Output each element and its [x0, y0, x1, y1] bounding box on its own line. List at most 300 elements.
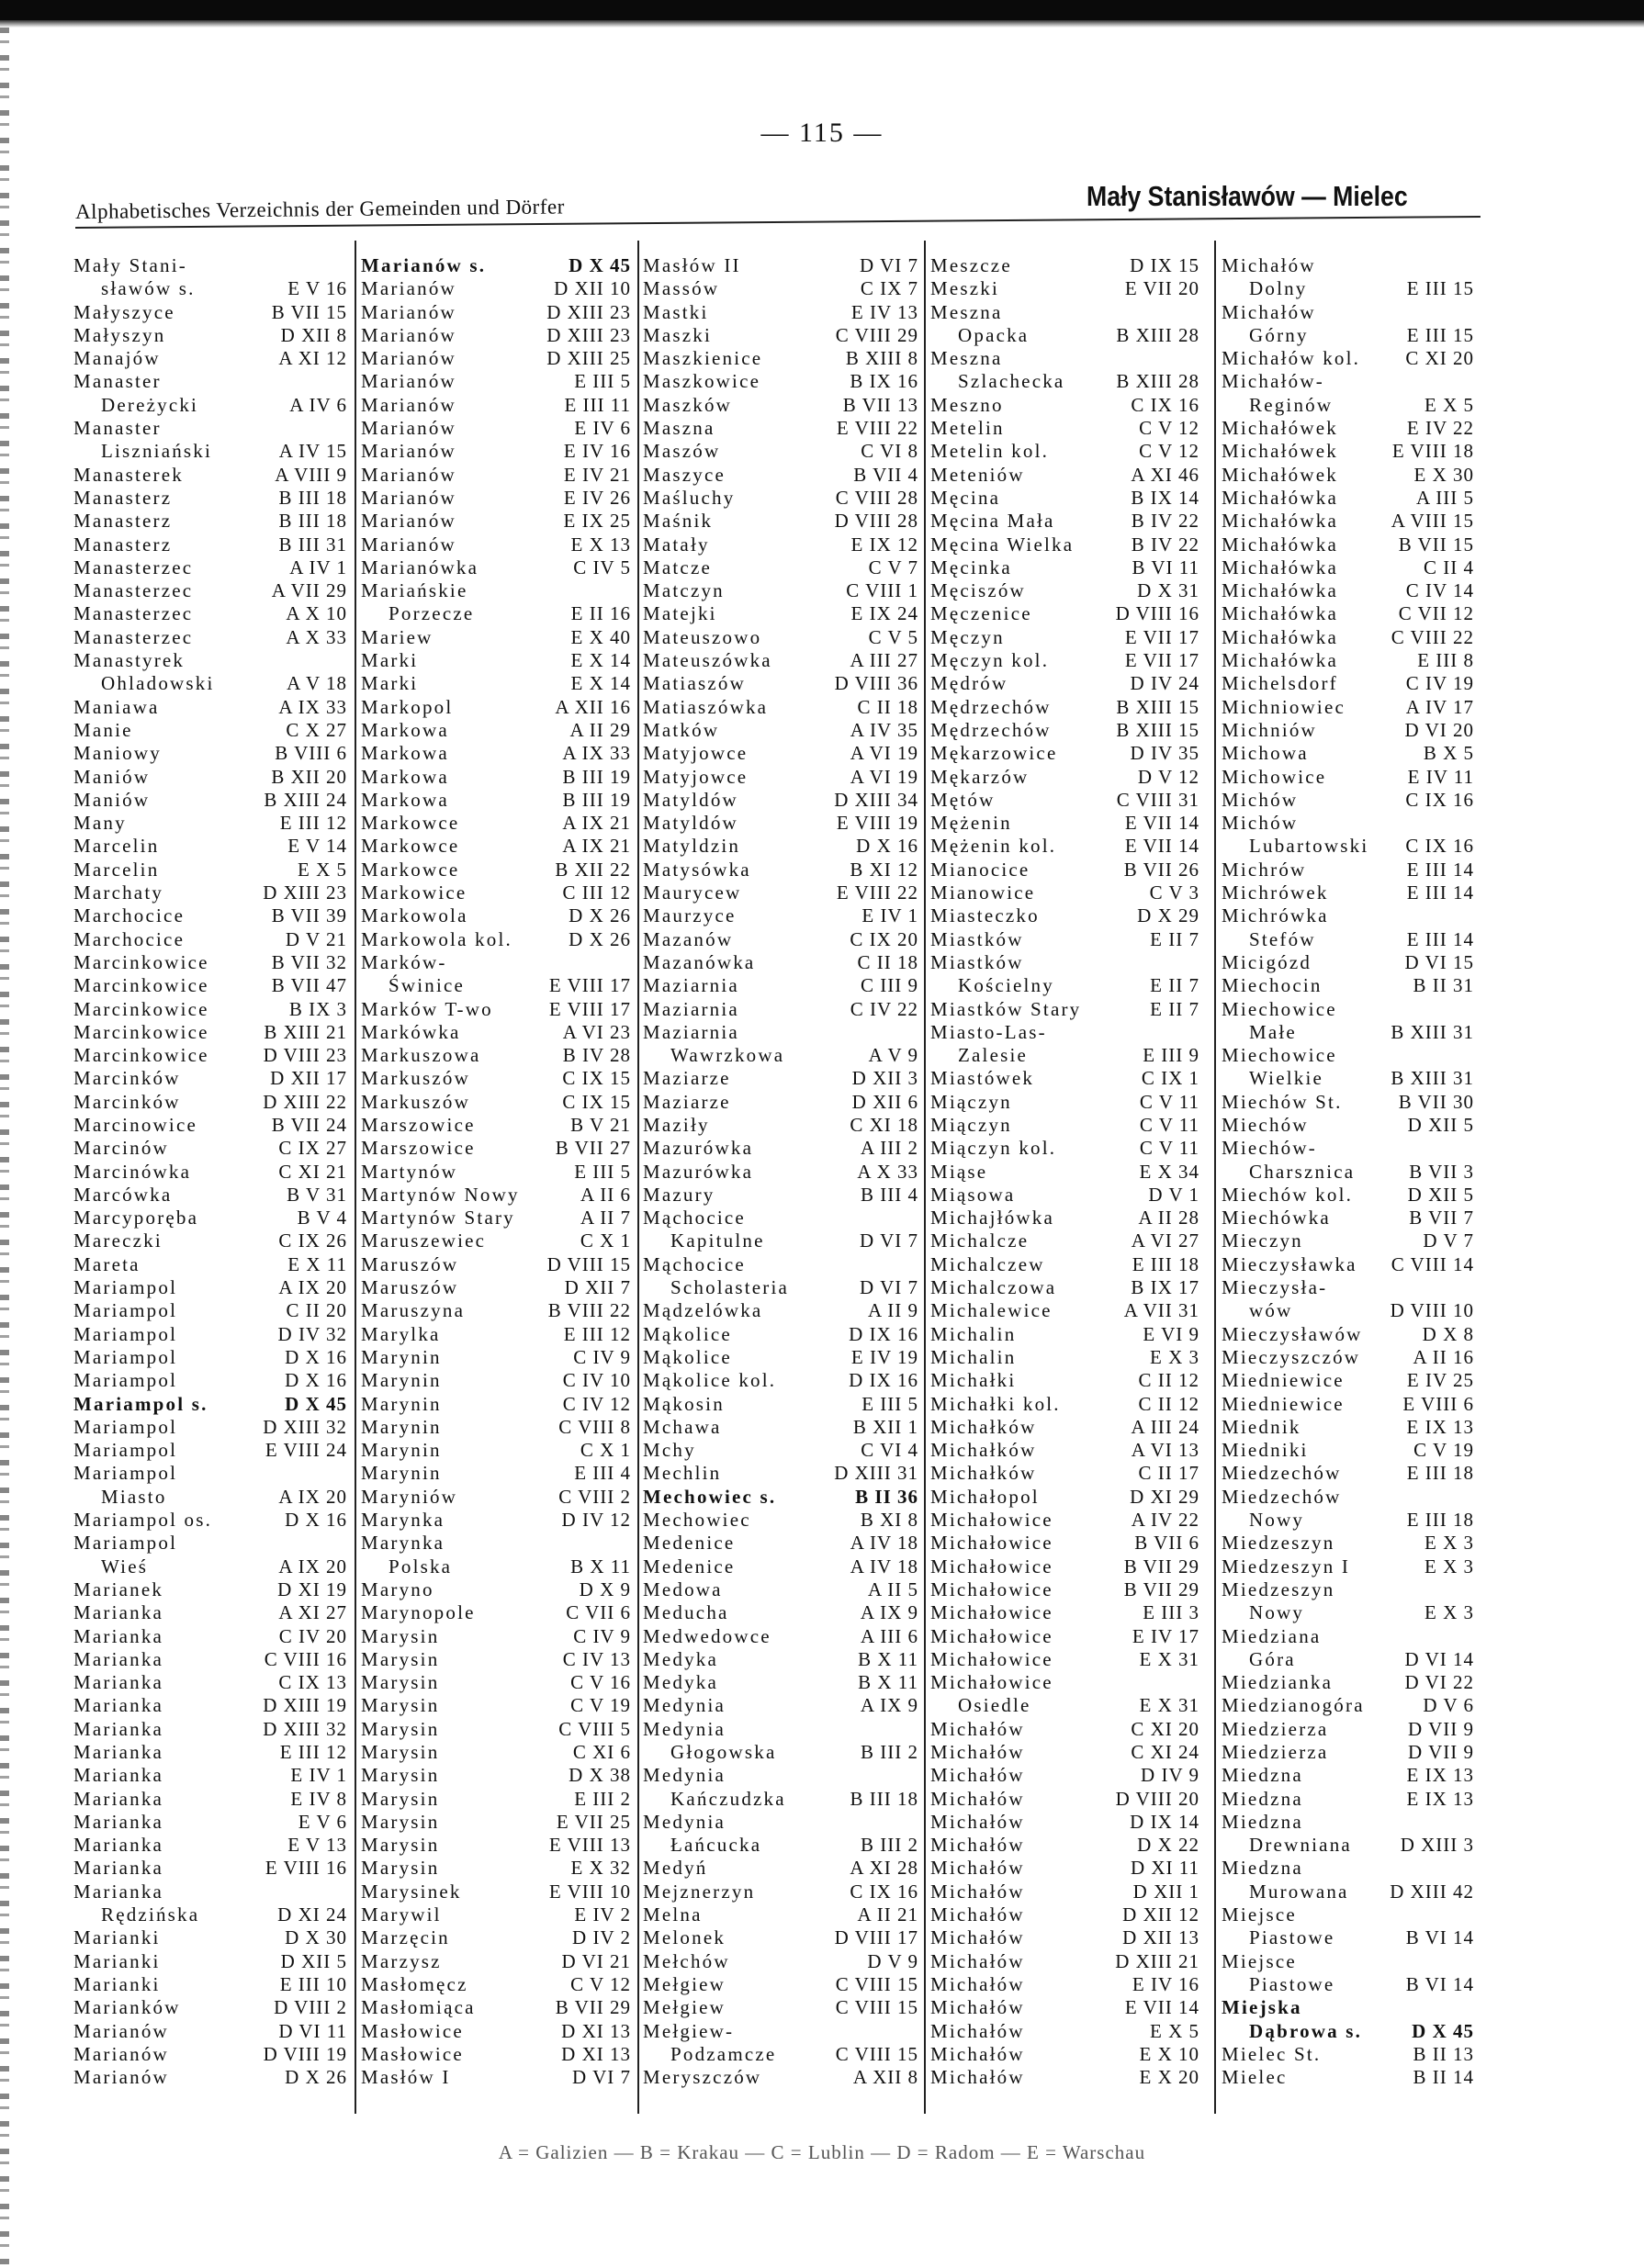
- index-entry: [1222, 533, 1474, 556]
- map-reference: E VIII 22: [836, 881, 918, 904]
- map-reference: E IV 13: [850, 300, 918, 323]
- place-name: Kańczudzka: [670, 1787, 786, 1810]
- place-name: Maniów: [73, 765, 151, 788]
- index-entry: [73, 487, 347, 510]
- index-entry: [643, 1578, 918, 1601]
- place-name: Michałówek: [1222, 463, 1338, 486]
- index-entry: [361, 1694, 631, 1717]
- index-entry: [1222, 1067, 1474, 1090]
- place-name: Michałów kol.: [1222, 347, 1361, 370]
- index-entry: [1222, 1299, 1474, 1322]
- index-entry: [643, 1671, 918, 1694]
- index-entry: [361, 1439, 631, 1462]
- place-name: Michalczew: [930, 1252, 1045, 1275]
- index-entry: [361, 417, 631, 440]
- map-reference: E III 2: [574, 1787, 631, 1810]
- map-reference: E III 14: [1406, 927, 1474, 950]
- map-reference: C XI 6: [572, 1741, 631, 1763]
- place-name: Drewniana: [1249, 1834, 1352, 1857]
- index-entry: [361, 1184, 631, 1207]
- map-reference: D VI 7: [572, 2066, 631, 2089]
- map-reference: C IX 1: [1141, 1067, 1199, 1090]
- place-name: Miejsce: [1222, 1903, 1297, 1926]
- place-name: Dereżycki: [101, 393, 199, 416]
- map-reference: D XI 13: [561, 2019, 631, 2042]
- map-reference: B III 2: [861, 1834, 918, 1857]
- index-entry: [643, 1601, 918, 1624]
- index-entry: [1222, 1161, 1474, 1184]
- map-reference: A VI 27: [1131, 1229, 1199, 1252]
- map-reference: A VIII 9: [275, 463, 347, 486]
- index-entry: [1222, 672, 1474, 695]
- page-number: — 115 —: [760, 118, 884, 148]
- place-name: Ohladowski: [101, 672, 215, 695]
- place-name: Marysin: [361, 1834, 440, 1857]
- map-reference: C V 11: [1139, 1090, 1199, 1113]
- map-reference: D VIII 28: [834, 510, 918, 533]
- place-name: Mareta: [73, 1252, 141, 1275]
- place-name: Mąkolice: [643, 1345, 732, 1368]
- index-entry: [930, 1881, 1199, 1903]
- index-entry: [73, 602, 347, 625]
- place-name: Medenice: [643, 1532, 736, 1555]
- map-reference: B VIII 6: [275, 742, 347, 765]
- map-reference: A II 5: [868, 1577, 918, 1600]
- place-name: Opacka: [958, 323, 1030, 346]
- place-name: Miedzierza: [1222, 1717, 1329, 1740]
- map-reference: E III 15: [1406, 277, 1474, 300]
- map-reference: B VII 39: [271, 904, 347, 927]
- place-name: Michałów: [930, 1972, 1025, 1995]
- map-reference: C VIII 31: [1116, 788, 1199, 811]
- place-name: Manasterzec: [73, 556, 194, 578]
- map-reference: A IX 9: [860, 1601, 918, 1624]
- index-entry: [361, 1067, 631, 1090]
- place-name: Michałków: [930, 1439, 1037, 1462]
- index-entry: [1222, 904, 1474, 927]
- place-name: Marchocice: [73, 904, 186, 927]
- place-name: Mareczki: [73, 1229, 163, 1252]
- map-reference: E V 6: [298, 1810, 347, 1833]
- place-name: Maziarnia: [643, 997, 739, 1020]
- place-name: Marianka: [73, 1694, 164, 1717]
- place-name: Mariańskie: [361, 579, 468, 602]
- index-entry: [361, 859, 631, 881]
- index-entry: [1222, 1625, 1474, 1648]
- map-reference: B XI 8: [860, 1509, 918, 1532]
- index-entry: [1222, 812, 1474, 835]
- index-entry: [73, 1601, 347, 1624]
- index-entry: [1222, 1509, 1474, 1532]
- map-reference: D V 7: [1423, 1229, 1474, 1252]
- place-name: Michałków: [930, 1462, 1037, 1485]
- map-reference: B VII 27: [555, 1137, 631, 1160]
- index-entry: [73, 1694, 347, 1717]
- region-legend: A = Galizien — B = Krakau — C = Lublin — D = Radom — E = Warschau: [498, 2141, 1146, 2163]
- place-name: Marcinkowice: [73, 950, 209, 973]
- index-entry: [1222, 510, 1474, 533]
- place-name: Meducha: [643, 1601, 729, 1624]
- place-name: Wawrzkowa: [670, 1044, 785, 1067]
- place-name: Marcelin: [73, 858, 160, 881]
- place-name: Miedzna: [1222, 1787, 1303, 1810]
- place-name: Rędzińska: [101, 1903, 200, 1926]
- map-reference: E III 9: [1143, 1044, 1199, 1067]
- map-reference: A II 9: [868, 1299, 918, 1322]
- map-reference: D VI 14: [1404, 1647, 1474, 1670]
- place-name: Męcina Wielka: [930, 533, 1075, 556]
- place-name: Miastówek: [930, 1067, 1035, 1090]
- index-entry: [643, 1137, 918, 1160]
- map-reference: E VIII 13: [548, 1834, 631, 1857]
- place-name: Marcinówka: [73, 1160, 192, 1183]
- map-reference: E II 7: [1150, 997, 1199, 1020]
- index-entry: [361, 324, 631, 347]
- index-entry: [361, 301, 631, 324]
- map-reference: E IV 1: [861, 904, 918, 927]
- index-entry: [1222, 649, 1474, 672]
- place-name: Maniów: [73, 788, 151, 811]
- place-name: Miejska: [1222, 1996, 1302, 2019]
- index-entry: [73, 1137, 347, 1160]
- place-name: Reginów: [1249, 393, 1334, 416]
- index-entry: [930, 1788, 1199, 1811]
- place-name: Martynów: [361, 1160, 458, 1183]
- index-entry: [643, 649, 918, 672]
- place-name: Matejki: [643, 602, 717, 625]
- index-entry: [361, 1973, 631, 1996]
- index-entry: [930, 254, 1199, 277]
- place-name: Marianka: [73, 1717, 164, 1740]
- place-name: Michałówka: [1222, 486, 1338, 509]
- place-name: Marcinkowice: [73, 1020, 209, 1043]
- map-reference: B XIII 28: [1116, 323, 1199, 346]
- map-reference: C IV 22: [850, 997, 918, 1020]
- place-name: Małyszyce: [73, 300, 175, 323]
- index-entry: [930, 324, 1199, 347]
- map-reference: D X 45: [285, 1392, 347, 1415]
- place-name: Miasto-Las-: [930, 1020, 1047, 1043]
- place-name: Mąchocice: [643, 1252, 746, 1275]
- place-name: Michałopol: [930, 1485, 1040, 1508]
- index-entry: [361, 1718, 631, 1741]
- place-name: Podzamcze: [670, 2042, 777, 2065]
- place-name: Marywil: [361, 1903, 442, 1926]
- place-name: Mieczyn: [1222, 1229, 1303, 1252]
- place-name: Osiedle: [958, 1694, 1031, 1717]
- map-reference: E III 11: [564, 393, 631, 416]
- index-entry: [73, 579, 347, 602]
- map-reference: E VIII 18: [1391, 440, 1474, 463]
- index-entry: [930, 370, 1199, 393]
- place-name: Michałowice: [930, 1647, 1053, 1670]
- map-reference: B XIII 15: [1116, 718, 1199, 741]
- index-entry: [643, 928, 918, 951]
- map-reference: C X 27: [286, 718, 347, 741]
- place-name: Marysin: [361, 1671, 440, 1694]
- index-entry: [73, 1161, 347, 1184]
- place-name: Marysinek: [361, 1880, 462, 1903]
- index-entry: [73, 1718, 347, 1741]
- index-entry: [73, 649, 347, 672]
- place-name: Góra: [1249, 1647, 1296, 1670]
- place-name: Mariew: [361, 625, 434, 648]
- place-name: Mechowiec s.: [643, 1485, 777, 1508]
- map-reference: E IX 13: [1406, 1764, 1474, 1787]
- place-name: Michałówek: [1222, 440, 1338, 463]
- index-entry: [643, 742, 918, 765]
- map-reference: C X 1: [580, 1439, 631, 1462]
- index-entry: [930, 1834, 1199, 1857]
- place-name: Marianki: [73, 1926, 161, 1949]
- map-reference: D V 9: [867, 1949, 918, 1972]
- index-entry: [1222, 1601, 1474, 1624]
- index-entry: [1222, 1788, 1474, 1811]
- place-name: Marianka: [73, 1764, 164, 1787]
- index-entry: [73, 672, 347, 695]
- index-entry: [361, 1601, 631, 1624]
- index-entry: [73, 859, 347, 881]
- place-name: Marianka: [73, 1671, 164, 1694]
- index-entry: [361, 1393, 631, 1416]
- index-entry: [930, 1926, 1199, 1949]
- index-entry: [643, 1369, 918, 1392]
- index-entry: [361, 626, 631, 649]
- index-entry: [361, 1741, 631, 1764]
- index-entry: [73, 2066, 347, 2089]
- map-reference: D XII 6: [851, 1090, 918, 1113]
- place-name: Michałówek: [1222, 417, 1338, 440]
- index-entry: [361, 602, 631, 625]
- map-reference: A II 21: [857, 1903, 918, 1926]
- place-name: Mariampol: [73, 1369, 178, 1392]
- place-name: Michałów: [930, 1717, 1025, 1740]
- place-name: Męczyn kol.: [930, 649, 1050, 672]
- index-entry: [643, 1323, 918, 1346]
- place-name: Michalcze: [930, 1229, 1030, 1252]
- place-name: Michałów: [930, 1880, 1025, 1903]
- place-name: Miedziana: [1222, 1624, 1322, 1647]
- index-entry: [1222, 602, 1474, 625]
- index-entry: [643, 1114, 918, 1137]
- place-name: Manasterzec: [73, 602, 194, 625]
- place-name: Mełgiew-: [643, 2019, 735, 2042]
- map-reference: E IV 6: [574, 417, 631, 440]
- place-name: Mariampol: [73, 1532, 178, 1555]
- place-name: Miączyn: [930, 1090, 1012, 1113]
- map-reference: A III 6: [861, 1624, 918, 1647]
- map-reference: B XII 20: [271, 765, 347, 788]
- index-entry: [73, 556, 347, 579]
- map-reference: E III 18: [1132, 1252, 1199, 1275]
- index-entry: [1222, 1462, 1474, 1485]
- index-entry: [361, 347, 631, 370]
- map-reference: C III 9: [861, 974, 918, 997]
- index-entry: [73, 1276, 347, 1299]
- index-entry: [930, 998, 1199, 1021]
- place-name: Miedzna: [1222, 1764, 1303, 1787]
- place-name: Michałowice: [930, 1555, 1053, 1577]
- index-entry: [1222, 1926, 1474, 1949]
- place-name: Markowa: [361, 788, 449, 811]
- index-entry: [643, 487, 918, 510]
- index-entry: [361, 1416, 631, 1439]
- index-entry: [1222, 1671, 1474, 1694]
- map-reference: C V 16: [570, 1671, 631, 1694]
- map-reference: D VIII 19: [263, 2042, 347, 2065]
- place-name: Marianek: [73, 1577, 164, 1600]
- index-entry: [1222, 1741, 1474, 1764]
- place-name: Michowice: [1222, 765, 1327, 788]
- place-name: Mędrów: [930, 672, 1008, 695]
- index-entry: [73, 2043, 347, 2066]
- index-entry: [643, 812, 918, 835]
- index-entry: [361, 881, 631, 904]
- map-reference: D X 26: [569, 904, 631, 927]
- map-reference: E X 3: [1424, 1532, 1474, 1555]
- place-name: Maziarze: [643, 1090, 731, 1113]
- map-reference: E VIII 19: [836, 812, 918, 835]
- index-entry: [1222, 1648, 1474, 1671]
- place-name: Mazury: [643, 1183, 715, 1206]
- place-name: Mianowice: [930, 881, 1036, 904]
- place-name: Marzęcin: [361, 1926, 450, 1949]
- place-name: Wieś: [101, 1555, 149, 1577]
- index-entry: [930, 1021, 1199, 1044]
- map-reference: E II 7: [1150, 974, 1199, 997]
- place-name: Mechowiec: [643, 1509, 751, 1532]
- place-name: Mężenin: [930, 812, 1012, 835]
- index-entry: [361, 1369, 631, 1392]
- map-reference: E IV 26: [563, 486, 631, 509]
- place-name: Michałówka: [1222, 579, 1338, 602]
- place-name: Marysin: [361, 1694, 440, 1717]
- index-entry: [1222, 1811, 1474, 1834]
- index-entry: [643, 1694, 918, 1717]
- index-entry: [643, 1184, 918, 1207]
- place-name: Matyldów: [643, 812, 738, 835]
- place-name: Martynów Nowy: [361, 1183, 520, 1206]
- place-name: Markowa: [361, 765, 449, 788]
- index-entry: [1222, 1091, 1474, 1114]
- index-entry: [643, 1950, 918, 1973]
- index-entry: [1222, 394, 1474, 417]
- place-name: Markowce: [361, 812, 460, 835]
- place-name: Miechów kol.: [1222, 1183, 1354, 1206]
- index-entry: [643, 301, 918, 324]
- map-reference: E X 20: [1139, 2066, 1199, 2089]
- map-reference: D X 16: [285, 1345, 347, 1368]
- index-entry: [73, 1926, 347, 1949]
- map-reference: A VII 31: [1123, 1299, 1199, 1322]
- map-reference: C VIII 29: [835, 323, 918, 346]
- place-name: Miączyn kol.: [930, 1137, 1057, 1160]
- place-name: Markowce: [361, 858, 460, 881]
- map-reference: B VII 15: [1398, 533, 1474, 556]
- map-reference: C IX 15: [562, 1090, 631, 1113]
- index-entry: [73, 951, 347, 974]
- index-entry: [643, 1091, 918, 1114]
- index-entry: [643, 1811, 918, 1834]
- place-name: Lubartowski: [1249, 835, 1369, 858]
- map-reference: C II 12: [1138, 1369, 1199, 1392]
- column-divider: [355, 241, 356, 2114]
- index-entry: [1222, 928, 1474, 951]
- index-entry: [1222, 1416, 1474, 1439]
- place-name: Matyjowce: [643, 765, 749, 788]
- index-title: Alphabetisches Verzeichnis der Gemeinden und Dörfer: [74, 195, 565, 223]
- map-reference: C V 12: [570, 1972, 631, 1995]
- place-name: Miedniki: [1222, 1439, 1309, 1462]
- index-entry: [1222, 1718, 1474, 1741]
- map-reference: A IX 20: [278, 1485, 347, 1508]
- place-name: Medyka: [643, 1671, 719, 1694]
- index-entry: [361, 2043, 631, 2066]
- index-entry: [930, 1229, 1199, 1252]
- map-reference: C X 1: [580, 1229, 631, 1252]
- index-entry: [643, 370, 918, 393]
- map-reference: D XIII 32: [263, 1415, 347, 1438]
- place-name: Miechówka: [1222, 1207, 1331, 1229]
- place-name: Michałówka: [1222, 510, 1338, 533]
- map-reference: C II 18: [857, 695, 918, 718]
- map-reference: C IV 9: [573, 1345, 631, 1368]
- map-reference: B V 4: [297, 1207, 347, 1229]
- map-reference: E X 32: [570, 1857, 631, 1880]
- place-name: Maurycew: [643, 881, 742, 904]
- index-entry: [361, 672, 631, 695]
- index-entry: [930, 464, 1199, 487]
- map-reference: C VIII 1: [846, 579, 918, 602]
- place-name: Michałowice: [930, 1601, 1053, 1624]
- index-entry: [73, 510, 347, 533]
- map-reference: E IX 13: [1406, 1415, 1474, 1438]
- index-entry: [1222, 301, 1474, 324]
- map-reference: D XII 5: [280, 1949, 347, 1972]
- map-reference: D XII 13: [1122, 1926, 1199, 1949]
- index-entry: [1222, 417, 1474, 440]
- place-name: Melna: [643, 1903, 703, 1926]
- map-reference: B III 19: [562, 788, 631, 811]
- map-reference: D X 31: [1137, 579, 1199, 602]
- index-entry: [361, 1764, 631, 1787]
- map-reference: C IV 12: [562, 1392, 631, 1415]
- place-name: Miednik: [1222, 1415, 1301, 1438]
- place-name: Miąsowa: [930, 1183, 1016, 1206]
- map-reference: D XI 13: [561, 2042, 631, 2065]
- place-name: Michałów: [930, 1810, 1025, 1833]
- place-name: Marcinkowice: [73, 1044, 209, 1067]
- map-reference: E VII 17: [1124, 625, 1199, 648]
- map-reference: D VIII 20: [1115, 1787, 1199, 1810]
- index-entry: [361, 1926, 631, 1949]
- index-entry: [930, 859, 1199, 881]
- place-name: Micigózd: [1222, 950, 1312, 973]
- index-entry: [361, 394, 631, 417]
- index-entry: [643, 2043, 918, 2066]
- map-reference: E X 5: [1150, 2019, 1199, 2042]
- index-entry: [1222, 1555, 1474, 1578]
- index-entry: [73, 533, 347, 556]
- index-entry: [73, 719, 347, 742]
- place-name: Marynka: [361, 1509, 445, 1532]
- place-name: Maszna: [643, 417, 715, 440]
- place-name: Mielec: [1222, 2066, 1288, 2089]
- index-entry: [1222, 1393, 1474, 1416]
- index-entry: [73, 904, 347, 927]
- index-entry: [930, 1137, 1199, 1160]
- map-reference: A IX 33: [278, 695, 347, 718]
